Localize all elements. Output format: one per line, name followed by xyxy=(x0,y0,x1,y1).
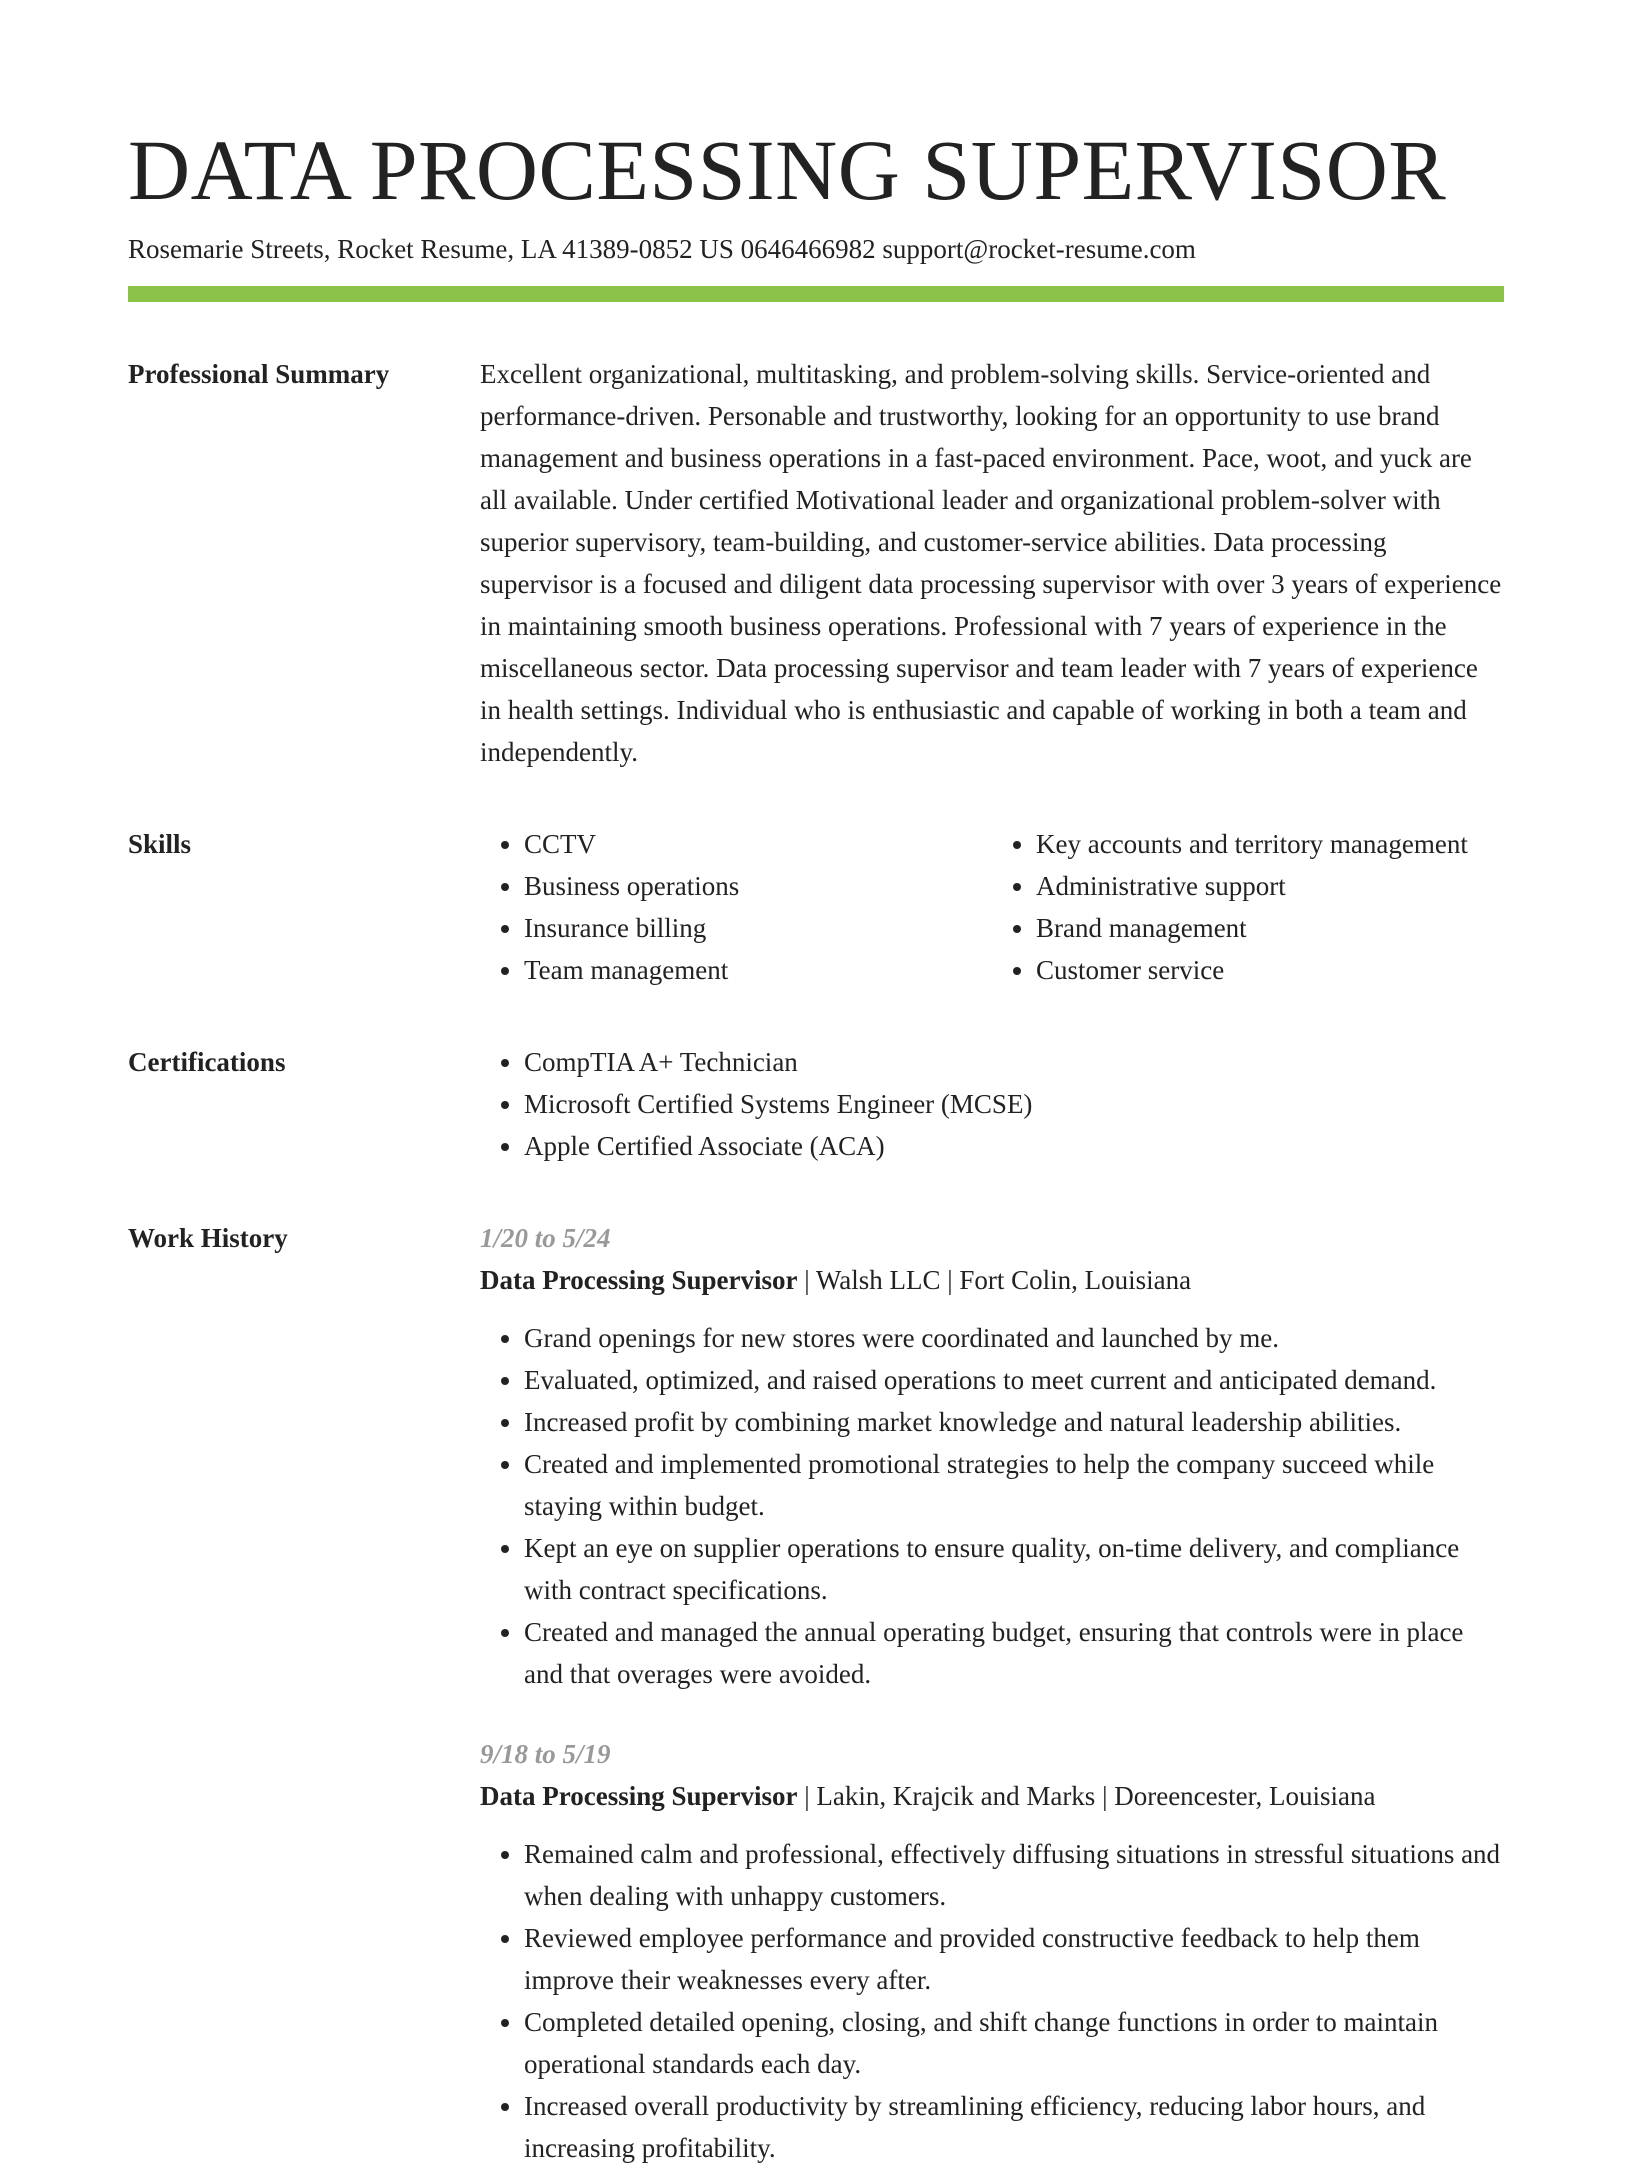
certifications-content xyxy=(480,1041,1504,1167)
job-bullet: • Completed detailed opening, closing, and shift change functions in order to maintain operational standards each day. xyxy=(524,2001,1504,2085)
job-details: | Lakin, Krajcik and Marks | Doreencester, Louisiana xyxy=(797,1781,1376,1811)
job-bullet: • Evaluated, optimized, and raised operations to meet current and anticipated demand. xyxy=(524,1359,1504,1401)
skills-content xyxy=(480,823,1504,991)
skills-list-right xyxy=(992,823,1504,991)
summary-content xyxy=(480,353,1504,773)
resume-page xyxy=(128,120,1504,2169)
summary-text: Excellent organizational, multitasking, and problem-solving skills. Service-oriented and performance-driven. Personable and trustworthy, looking for an opportunity to use brand management and business operations in a fast-paced environment. Pace, woot, and yuck are all available. Under certified Motivational leader and organizational problem-solver with superior supervisory, team-building, and customer-service abilities. Data processing supervisor is a focused and diligent data processing supervisor with over 3 years of experience in maintaining smooth business operations. Professional with 7 years of experience in the miscellaneous sector. Data processing supervisor and team leader with 7 years of experience in health settings. Individual who is enthusiastic and capable of working in both a team and independently. xyxy=(480,359,1502,767)
job-entry xyxy=(480,1217,1504,1695)
certification-item: • Apple Certified Associate (ACA) xyxy=(524,1125,1504,1167)
skill-item: • Business operations xyxy=(524,865,992,907)
section-label-certifications: Certifications xyxy=(128,1047,286,1077)
contact-line: Rosemarie Streets, Rocket Resume, LA 41389-0852 US 0646466982 support@rocket-resume.com xyxy=(128,234,1196,264)
skill-item: • Insurance billing xyxy=(524,907,992,949)
summary-section xyxy=(128,353,1504,773)
skill-item: • Administrative support xyxy=(1036,865,1504,907)
skill-item: • Team management xyxy=(524,949,992,991)
skills-section xyxy=(128,823,1504,991)
job-bullet: • Reviewed employee performance and provided constructive feedback to help them improve their weaknesses every after. xyxy=(524,1917,1504,2001)
accent-divider xyxy=(128,286,1504,302)
section-label-skills: Skills xyxy=(128,829,192,859)
job-dates: 9/18 to 5/19 xyxy=(480,1739,611,1769)
job-bullet: • Kept an eye on supplier operations to ensure quality, on-time delivery, and compliance with contract specifications. xyxy=(524,1527,1504,1611)
resume-title: DATA PROCESSING SUPERVISOR xyxy=(128,122,1447,218)
job-bullet: • Remained calm and professional, effectively diffusing situations in stressful situations and when dealing with unhappy customers. xyxy=(524,1833,1504,1917)
section-label-summary: Professional Summary xyxy=(128,359,390,389)
certification-item: • CompTIA A+ Technician xyxy=(524,1041,1504,1083)
section-label-work-history: Work History xyxy=(128,1223,288,1253)
job-bullets xyxy=(480,1833,1504,2169)
job-heading xyxy=(480,1259,1504,1301)
job-entry xyxy=(480,1733,1504,2169)
skills-list-left xyxy=(480,823,992,991)
job-bullets xyxy=(480,1317,1504,1695)
certification-item: • Microsoft Certified Systems Engineer (MCSE) xyxy=(524,1083,1504,1125)
work-history-section xyxy=(128,1217,1504,2169)
job-bullet: • Created and implemented promotional strategies to help the company succeed while staying within budget. xyxy=(524,1443,1504,1527)
job-bullet: • Created and managed the annual operating budget, ensuring that controls were in place and that overages were avoided. xyxy=(524,1611,1504,1695)
job-details: | Walsh LLC | Fort Colin, Louisiana xyxy=(797,1265,1192,1295)
job-bullet: • Increased overall productivity by streamlining efficiency, reducing labor hours, and increasing profitability. xyxy=(524,2085,1504,2169)
job-dates: 1/20 to 5/24 xyxy=(480,1223,611,1253)
certifications-list xyxy=(480,1041,1504,1167)
job-bullet: • Grand openings for new stores were coordinated and launched by me. xyxy=(524,1317,1504,1359)
skill-item: • CCTV xyxy=(524,823,992,865)
work-history-content xyxy=(480,1217,1504,2169)
skill-item: • Key accounts and territory management xyxy=(1036,823,1504,865)
job-title: Data Processing Supervisor xyxy=(480,1781,798,1811)
skill-item: • Customer service xyxy=(1036,949,1504,991)
job-title: Data Processing Supervisor xyxy=(480,1265,798,1295)
job-heading xyxy=(480,1775,1504,1817)
skill-item: • Brand management xyxy=(1036,907,1504,949)
job-bullet: • Increased profit by combining market knowledge and natural leadership abilities. xyxy=(524,1401,1504,1443)
certifications-section xyxy=(128,1041,1504,1167)
